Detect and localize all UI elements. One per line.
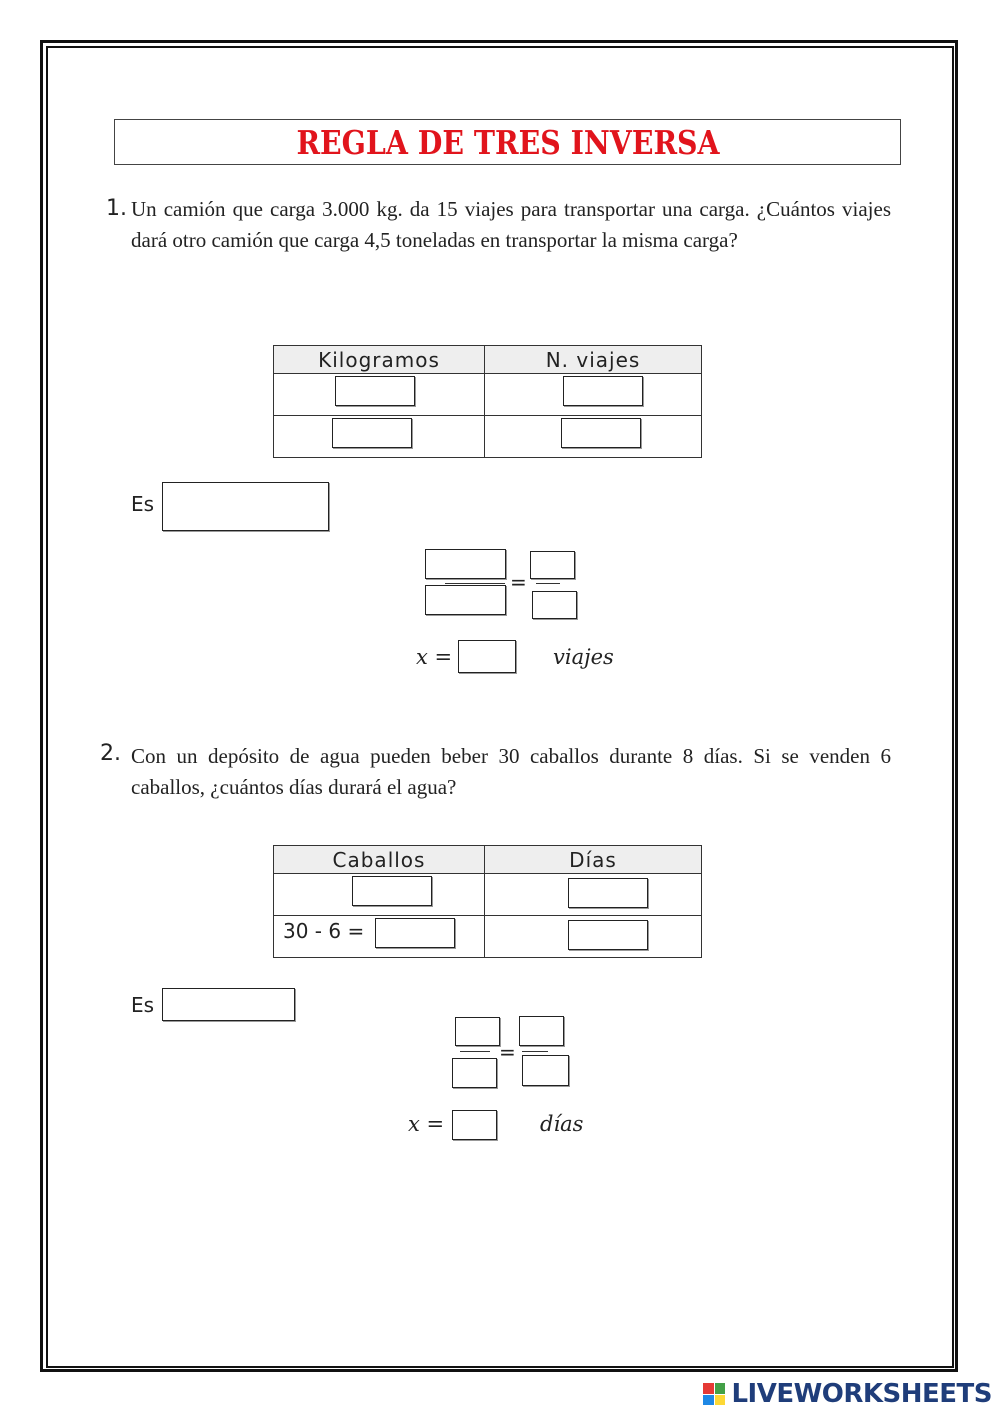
q1-unit: viajes [553, 645, 614, 669]
q1-frac-left-num[interactable] [425, 549, 506, 579]
worksheet-title: REGLA DE TRES INVERSA [295, 122, 720, 162]
q1-input-viajes-1[interactable] [563, 376, 643, 406]
q1-frac-left-den[interactable] [425, 585, 506, 615]
question-2-text: Con un depósito de agua pueden beber 30 caballos durante 8 días. Si se venden 6 caballos, ¿cuántos días durará el agua? [131, 744, 891, 799]
q2-input-caballos-2[interactable] [375, 918, 455, 948]
liveworksheets-logo-icon [703, 1383, 725, 1405]
q2-cell-r1c2 [485, 874, 702, 916]
q2-unit: días [540, 1112, 584, 1136]
question-2-number: 2. [100, 741, 121, 766]
q1-equals-sign: = [510, 570, 527, 594]
q1-input-kg-1[interactable] [335, 376, 415, 406]
q1-input-kg-2[interactable] [332, 418, 412, 448]
q1-relation-input[interactable] [162, 482, 329, 531]
q2-frac-left-bar [460, 1051, 490, 1052]
q2-cell-r2c1 [274, 916, 485, 958]
q1-frac-right-bar [536, 583, 560, 584]
q1-cell-r1c1 [274, 374, 485, 416]
q2-frac-right-bar [522, 1051, 548, 1052]
q2-cell-r1c1 [274, 874, 485, 916]
q2-frac-right-den[interactable] [522, 1055, 569, 1086]
q2-es-label: Es [131, 993, 155, 1017]
q1-cell-r1c2 [485, 374, 702, 416]
q1-frac-left-bar [445, 583, 505, 584]
q2-col-caballos: Caballos [274, 846, 485, 874]
q2-input-dias-1[interactable] [568, 878, 648, 908]
q2-col-dias: Días [485, 846, 702, 874]
question-1-number: 1. [106, 196, 127, 221]
q1-es-label: Es [131, 492, 155, 516]
q2-relation-input[interactable] [162, 988, 295, 1021]
q1-frac-right-num[interactable] [530, 551, 575, 579]
liveworksheets-brand [703, 1379, 992, 1409]
q1-frac-right-den[interactable] [532, 591, 577, 619]
q2-answer-input[interactable] [452, 1110, 497, 1140]
q2-input-caballos-1[interactable] [352, 876, 432, 906]
q2-equals-sign: = [499, 1040, 516, 1064]
q2-cell-r2c2 [485, 916, 702, 958]
q1-col-kilogramos: Kilogramos [274, 346, 485, 374]
q1-answer-input[interactable] [458, 640, 516, 673]
q2-frac-right-num[interactable] [519, 1016, 564, 1046]
title-box [114, 119, 901, 165]
q1-cell-r2c2 [485, 416, 702, 458]
q2-table [273, 845, 702, 958]
q1-cell-r2c1 [274, 416, 485, 458]
q1-input-viajes-2[interactable] [561, 418, 641, 448]
q2-row2-prefix: 30 - 6 = [283, 919, 365, 943]
q1-table [273, 345, 702, 458]
q2-frac-left-den[interactable] [452, 1058, 497, 1088]
brand-name: LIVEWORKSHEETS [731, 1379, 992, 1409]
q1-x-label: x = [416, 645, 453, 669]
q2-input-dias-2[interactable] [568, 920, 648, 950]
q2-frac-left-num[interactable] [455, 1017, 500, 1046]
question-1-text: Un camión que carga 3.000 kg. da 15 viajes para transportar una carga. ¿Cuántos viajes dará otro camión que carga 4,5 toneladas en transportar la misma carga? [131, 197, 891, 252]
q2-x-label: x = [408, 1112, 445, 1136]
q1-col-viajes: N. viajes [485, 346, 702, 374]
